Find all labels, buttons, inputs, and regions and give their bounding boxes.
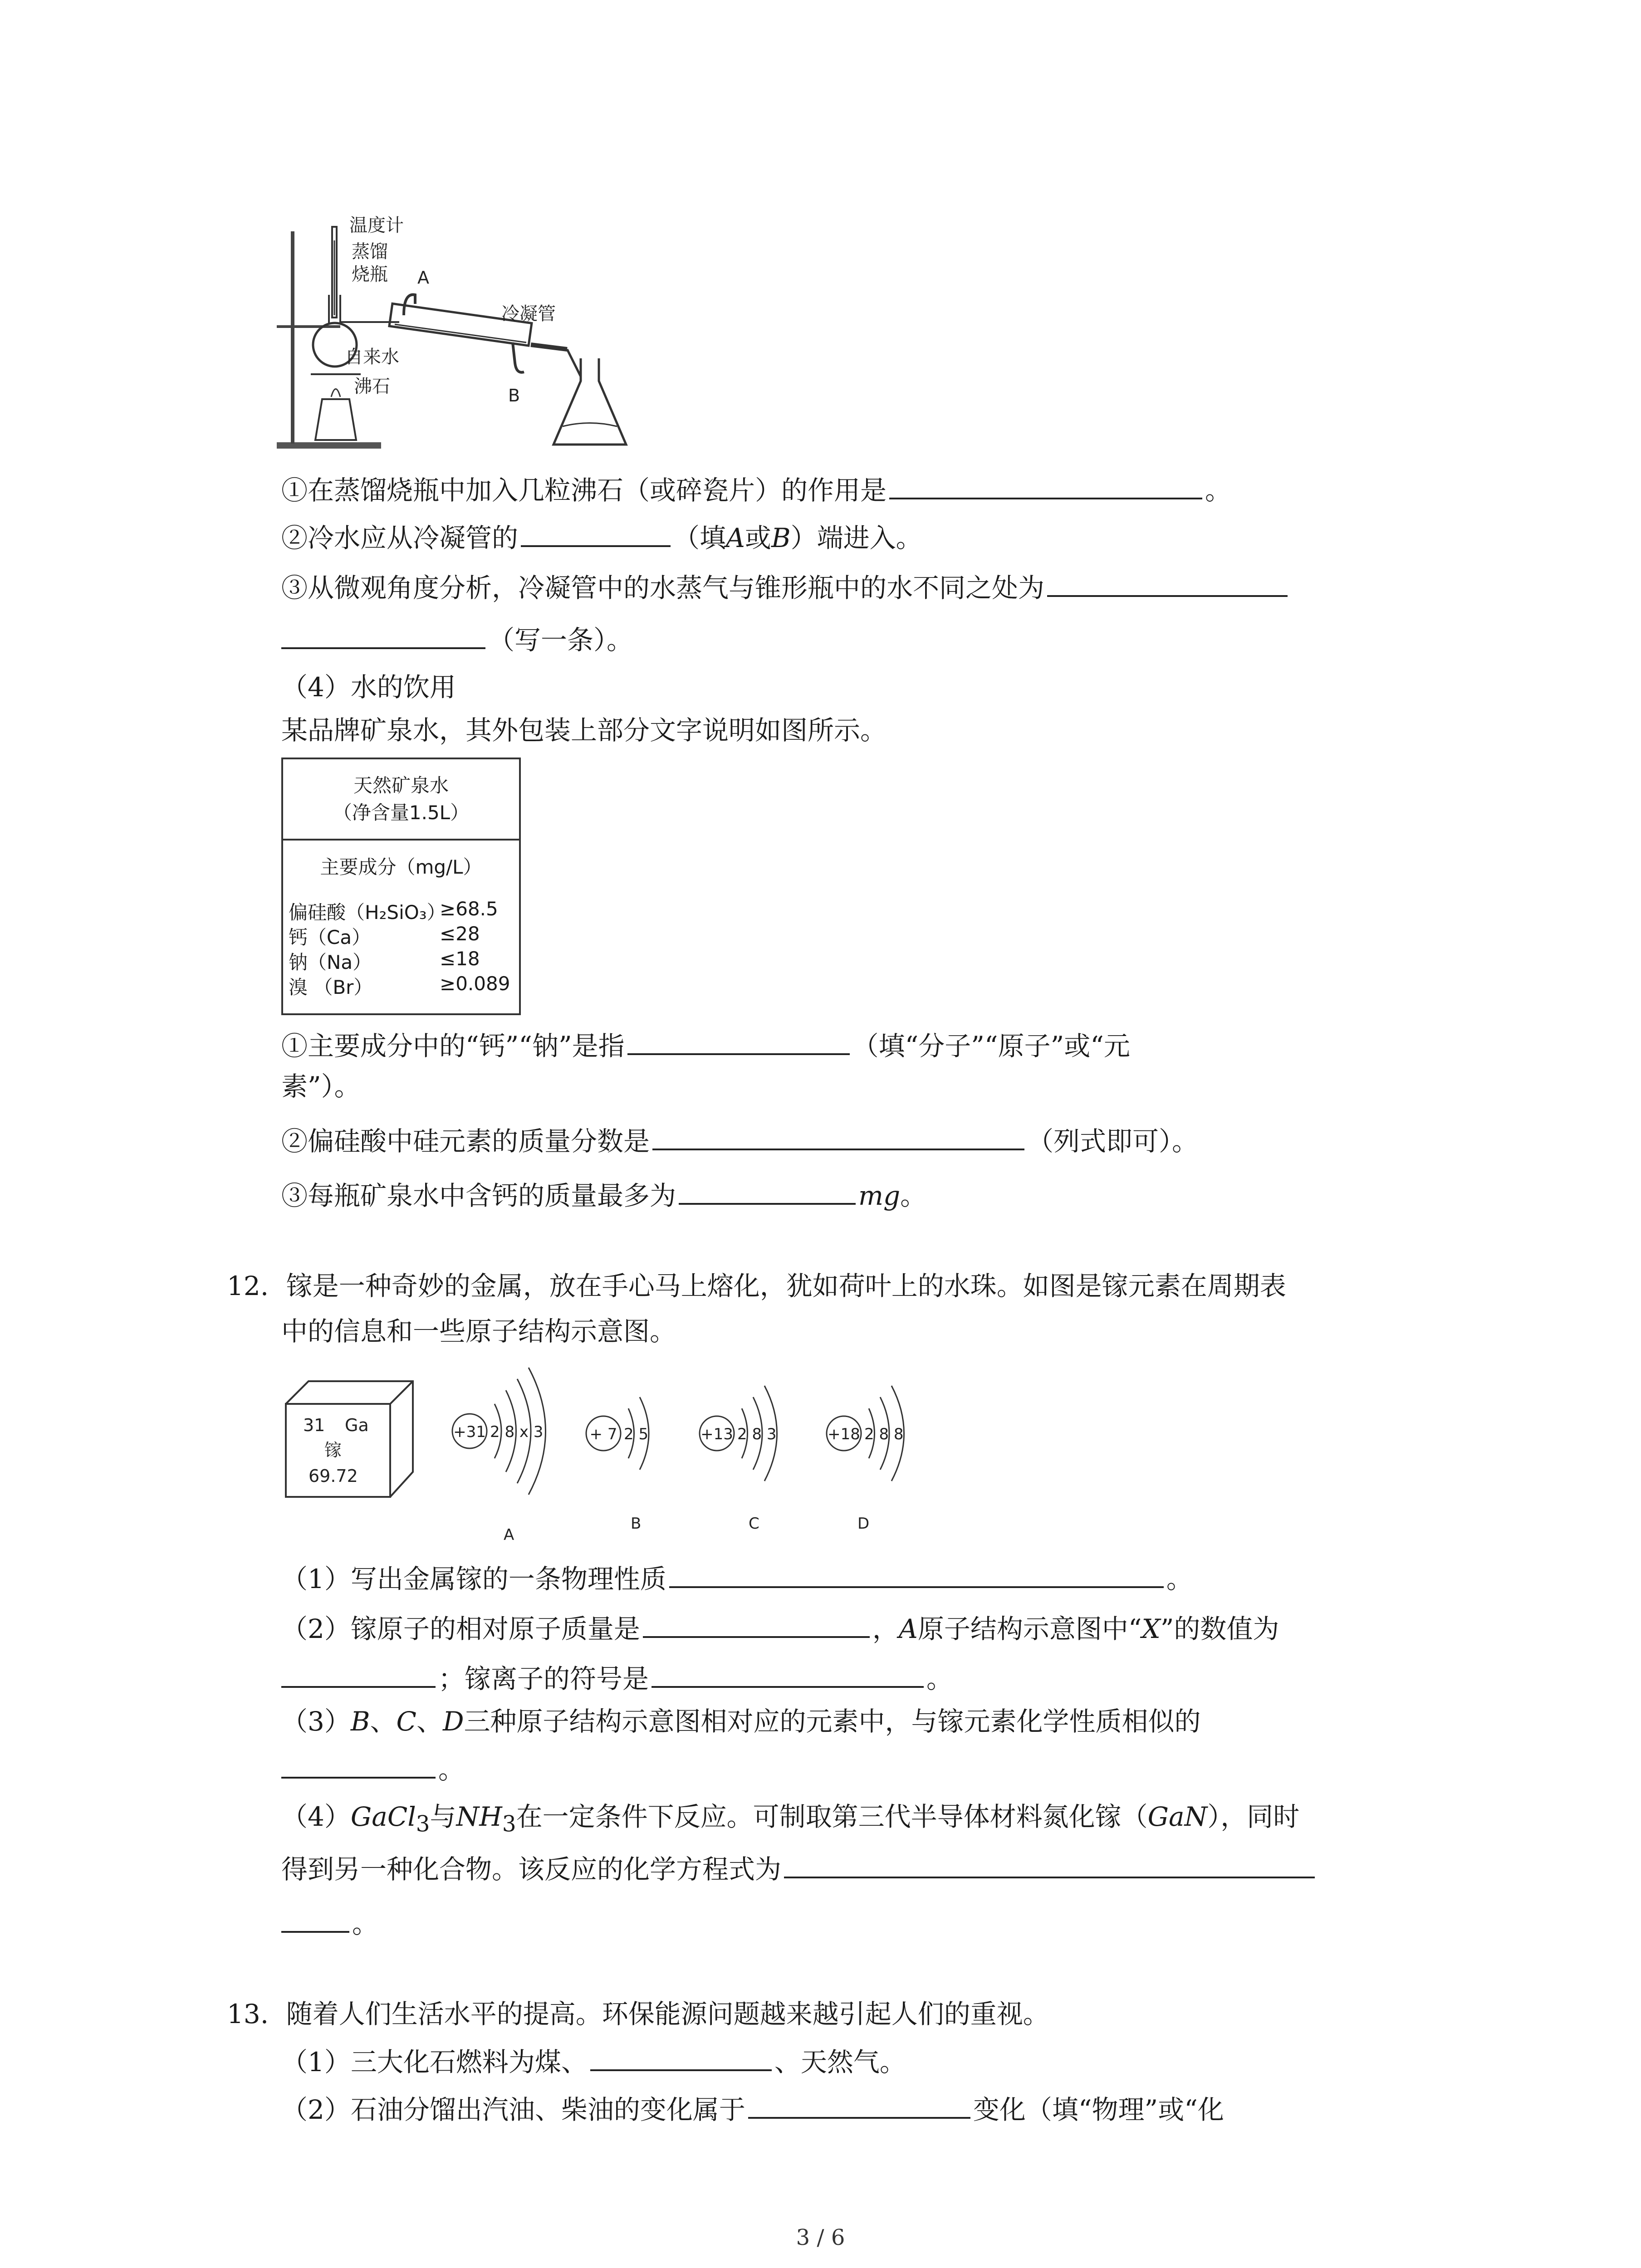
boiling-stone-label: 沸石 [354,376,390,397]
q12-3-sep1: 、 [370,1706,397,1737]
q11-4-1 [281,1025,1130,1064]
port-b-ref: B [771,523,791,553]
atom-a-ref: A [898,1613,918,1644]
subscript: 3 [416,1811,430,1837]
q11-4-3-end: 。 [900,1180,927,1211]
label-row-name: 溴 （Br） [289,976,373,998]
q12-2-text: （2）镓原子的相对原子质量是 [281,1613,640,1644]
answer-blank[interactable] [521,517,671,547]
q11-4-2-text: ②偏硅酸中硅元素的质量分数是 [281,1126,650,1157]
q11-part4-intro [281,712,887,748]
q12-stem-line1 [227,1268,1286,1304]
answer-blank[interactable] [652,1120,1024,1150]
q12-3-text: 三种原子结构示意图相对应的元素中，与镓元素化学性质相似的 [464,1706,1201,1737]
subscript: 3 [502,1811,516,1837]
q13-stem-text: 随着人们生活水平的提高。环保能源问题越来越引起人们的重视。 [286,1999,1049,2029]
answer-blank[interactable] [590,2041,772,2071]
q11-3-1-text: ①在蒸馏烧瓶中加入几粒沸石（或碎瓷片）的作用是 [281,475,887,506]
label-row-name: 钙（Ca） [289,926,371,948]
label-header [283,759,519,841]
distillation-apparatus-figure [268,213,649,458]
nucleus-charge: +31 [453,1423,486,1441]
label-row-value: ≤28 [440,923,480,945]
mineral-water-label [281,758,521,1015]
formula-nh3: NH [456,1801,502,1832]
q12-4-text2: ），同时 [1207,1801,1300,1832]
q12-3 [281,1703,1200,1740]
answer-blank[interactable] [281,1749,436,1779]
atom-structure-diagrams [436,1354,980,1545]
answer-blank[interactable] [669,1558,1164,1588]
formula-gan: GaN [1147,1801,1208,1832]
q11-4-3 [281,1175,926,1214]
nucleus-charge: + 7 [589,1425,617,1443]
label-row-value: ≥0.089 [440,973,510,995]
thermometer-label: 温度计 [349,215,404,236]
q12-stem1: 镓是一种奇妙的金属，放在手心马上熔化，犹如荷叶上的水珠。如图是镓元素在周期表 [286,1271,1286,1301]
answer-blank[interactable] [1047,567,1288,597]
q13-1-text: （1）三大化石燃料为煤、 [281,2047,588,2077]
answer-blank[interactable] [281,619,485,649]
q11-part4-title [281,669,456,705]
q12-4-eq: 得到另一种化合物。该反应的化学方程式为 [281,1854,782,1885]
q12-2-cont [281,1658,953,1697]
atom-label: D [857,1515,870,1533]
q13-2-text: （2）石油分馏出汽油、柴油的变化属于 [281,2094,745,2125]
q11-4-3-text: ③每瓶矿泉水中含钙的质量最多为 [281,1180,676,1211]
condenser-label: 冷凝管 [501,303,556,324]
q11-3-2 [281,517,922,556]
label-title: 天然矿泉水 [353,774,449,797]
q12-stem-line2 [281,1313,676,1349]
q11-3-3-cont [281,619,633,658]
port-b-label: B [508,386,520,406]
gallium-element-cell [281,1377,417,1504]
q12-4-end: 。 [352,1908,379,1939]
q13-1-end: 、天然气。 [774,2047,906,2077]
label-net: （净含量1.5L） [333,802,470,824]
q12-4-prefix: （4） [281,1801,351,1832]
atom-label: A [504,1526,514,1544]
element-symbol: Ga [345,1415,369,1435]
q11-3-1 [281,469,1231,508]
atom-c-diagram [700,1386,777,1533]
answer-blank[interactable] [679,1175,856,1205]
page-number: 3 / 6 [796,2225,845,2250]
q11-3-2-end: ）端进入。 [790,523,922,553]
q12-2-end: 。 [926,1663,953,1694]
q12-3-end: 。 [438,1754,465,1785]
nucleus-charge: +13 [700,1425,733,1443]
electron-config: 2 8 3 [737,1425,777,1443]
q12-4-text: 在一定条件下反应。可制取第三代半导体材料氮化镓（ [516,1801,1148,1832]
electron-config: 2 5 [624,1425,649,1443]
answer-blank[interactable] [784,1848,1315,1878]
atomic-number: 31 [303,1415,325,1435]
answer-blank[interactable] [627,1025,850,1055]
q11-intro-text: 某品牌矿泉水，其外包装上部分文字说明如图所示。 [281,715,887,746]
q12-2-ion: ；镓离子的符号是 [438,1663,649,1694]
q11-4-1-text: ①主要成分中的“钙”“钠”是指 [281,1031,625,1061]
atom-a-diagram [452,1368,546,1544]
nucleus-charge: +18 [828,1425,860,1443]
q11-3-1-end: 。 [1205,475,1232,506]
answer-blank[interactable] [652,1658,924,1688]
q11-part4-text: （4）水的饮用 [281,672,456,703]
atom-b-ref: B [350,1706,370,1737]
q11-3-3 [281,567,1290,606]
flask-label-line2: 烧瓶 [352,264,388,285]
element-name: 镓 [324,1440,342,1460]
q12-3-cont [281,1749,465,1788]
answer-blank[interactable] [748,2089,970,2119]
q11-3-2-fill: （填 [673,523,726,553]
atom-b-diagram [586,1397,649,1533]
q11-4-1-end2: 素”）。 [281,1071,361,1102]
q11-3-2-or: 或 [745,523,771,553]
label-ingredients-header: 主要成分（mg/L） [320,856,482,878]
answer-blank[interactable] [281,1903,349,1933]
port-a-ref: A [726,523,745,553]
atom-c-ref: C [396,1706,416,1737]
unit-mg: mg [858,1180,901,1211]
atomic-mass: 69.72 [309,1466,358,1486]
electron-config: 2 8 8 [864,1425,904,1443]
q12-2-mid: 原子结构示意图中“ [917,1613,1142,1644]
q12-2 [281,1608,1279,1647]
q12-4-cont [281,1848,1318,1887]
atom-d-ref: D [442,1706,464,1737]
q11-4-1-end: （填“分子”“原子”或“元 [852,1031,1130,1061]
label-row-value: ≥68.5 [440,898,498,920]
q12-3-sep2: 、 [416,1706,443,1737]
q12-4-cont2 [281,1903,378,1942]
answer-blank[interactable] [281,1658,436,1688]
port-a-label: A [417,268,429,288]
q12-2-value: ”的数值为 [1160,1613,1279,1644]
q11-3-3-end: （写一条）。 [488,625,633,655]
q12-stem2: 中的信息和一些原子结构示意图。 [281,1316,676,1347]
q12-1-text: （1）写出金属镓的一条物理性质 [281,1564,666,1594]
tap-water-label: 自来水 [345,347,399,367]
q12-3-prefix: （3） [281,1706,351,1737]
q13-number: 13. [227,1999,269,2029]
q13-2 [281,2089,1224,2128]
q13-1 [281,2041,906,2080]
formula-gacl3: GaCl [350,1801,416,1832]
q12-4-with: 与 [430,1801,456,1832]
answer-blank[interactable] [643,1608,870,1638]
q12-2-comma: ， [872,1613,899,1644]
q11-4-2 [281,1120,1198,1159]
flask-label-line1: 蒸馏 [352,241,388,262]
answer-blank[interactable] [889,469,1202,499]
q12-1 [281,1558,1193,1597]
electron-config: 2 8 x 3 [490,1423,544,1441]
label-row-value: ≤18 [440,948,480,970]
x-variable: X [1141,1613,1161,1644]
q12-number: 12. [227,1271,269,1301]
atom-label: B [631,1515,642,1533]
q11-4-2-end: （列式即可）。 [1027,1126,1199,1157]
atom-d-diagram [827,1386,904,1533]
q13-stem [227,1996,1049,2032]
q11-3-3-text: ③从微观角度分析，冷凝管中的水蒸气与锥形瓶中的水不同之处为 [281,572,1045,603]
q13-2-end: 变化（填“物理”或“化 [973,2094,1224,2125]
q12-4 [281,1799,1299,1843]
q11-3-2-text: ②冷水应从冷凝管的 [281,523,519,553]
label-row-name: 钠（Na） [289,951,372,973]
q11-4-1-cont [281,1068,361,1105]
atom-label: C [749,1515,759,1533]
q12-1-end: 。 [1166,1564,1193,1594]
label-row-name: 偏硅酸（H₂SiO₃） [289,901,446,924]
